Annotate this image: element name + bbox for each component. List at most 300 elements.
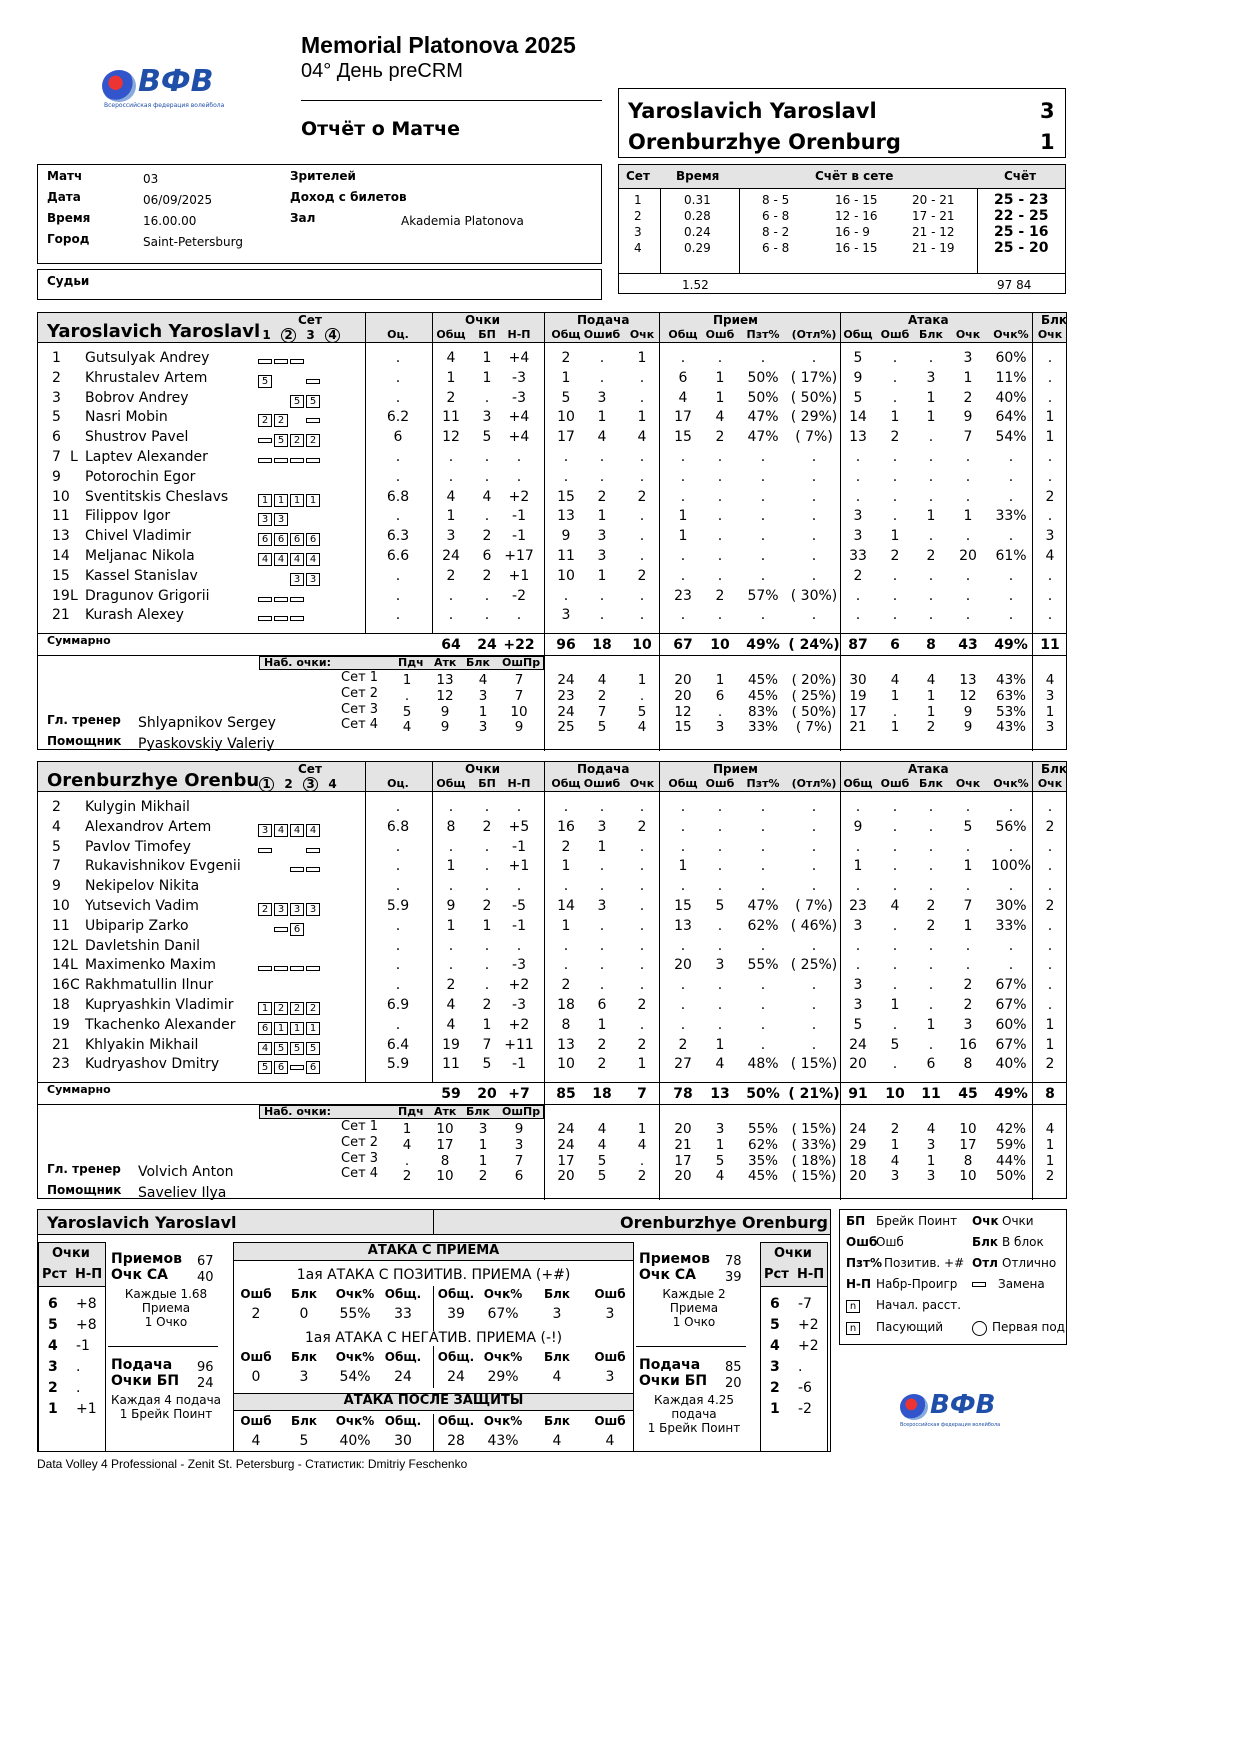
rotation-start-box: 6	[306, 1061, 320, 1074]
set-row-cell: ( 7%)	[795, 719, 833, 736]
stat-cell: 2	[890, 429, 900, 446]
stat-cell: .	[1047, 389, 1053, 406]
stat-cell: -2	[512, 587, 526, 604]
stat-cell: .	[448, 587, 454, 604]
receptions-value: 67	[197, 1254, 214, 1269]
player-name: Nasri Mobin	[85, 409, 168, 426]
player-number: 19	[52, 587, 70, 604]
summary-cell: 10	[632, 637, 652, 653]
rotation-start-box: 1	[258, 1002, 272, 1015]
player-rotation	[258, 490, 322, 509]
stat-cell: .	[892, 977, 898, 994]
set-row-cell: 83%	[747, 703, 779, 720]
player-rotation	[258, 840, 322, 859]
attack-stat-value: 4	[251, 1433, 261, 1449]
stat-cell: .	[811, 1036, 817, 1053]
stat-cell: 3	[597, 898, 607, 914]
stat-cell: .	[1047, 937, 1053, 954]
set-row-cell: 4	[597, 672, 607, 688]
legend-value: Набр-Проигр	[876, 1277, 958, 1291]
stat-cell: 33%	[995, 508, 1027, 525]
stat-cell: .	[811, 468, 817, 485]
stat-cell: 4	[446, 350, 456, 366]
summary-cell: 59	[441, 1086, 461, 1102]
receptions-label: Приемов	[111, 1251, 182, 1267]
stat-cell: .	[516, 468, 522, 485]
player-name: Kudryashov Dmitry	[85, 1056, 220, 1073]
summary-cell: +22	[503, 637, 535, 653]
rotation-np-label: Н-П	[797, 1267, 825, 1282]
legend-value: Отлично	[1002, 1256, 1057, 1270]
set-row-cell: 3	[715, 719, 725, 736]
summary-cell: 8	[926, 637, 936, 653]
stat-cell: -1	[512, 917, 526, 934]
sets-total-time: 1.52	[682, 278, 709, 292]
stat-cell: 2	[637, 818, 647, 835]
legend-value: Начал. расст.	[876, 1298, 962, 1312]
player-name: Filippov Igor	[85, 508, 171, 525]
player-number: 3	[52, 389, 61, 406]
attack-group-label: Атака	[908, 762, 949, 776]
rotation-number: 1	[770, 1401, 780, 1417]
col-divider	[840, 313, 841, 633]
stat-cell: .	[516, 799, 522, 815]
receptions-value: 78	[725, 1254, 742, 1269]
stat-cell: .	[680, 937, 686, 954]
player-name: Pavlov Timofey	[85, 838, 191, 855]
stat-cell: 1	[597, 409, 607, 426]
player-name: Rukavishnikov Evgenii	[85, 858, 241, 875]
stat-cell: 54%	[995, 429, 1027, 446]
stat-cell: .	[1008, 567, 1014, 584]
points-group-label: Очки	[465, 762, 500, 776]
vfv-logo: ВФВ Всероссийская федерация волейбола	[104, 64, 225, 109]
col-divider	[544, 633, 545, 751]
stat-cell: 1	[446, 917, 456, 934]
stat-cell: .	[965, 607, 971, 624]
rotation-value: .	[76, 1380, 81, 1396]
stat-cell: .	[395, 587, 401, 604]
set-row-cell: 7	[514, 672, 524, 688]
stat-cell: .	[395, 917, 401, 934]
col-header-exc: (Отл%)	[791, 328, 837, 341]
stat-cell: .	[1008, 468, 1014, 485]
rotation-start-box: 6	[290, 923, 304, 936]
stat-cell: .	[717, 528, 723, 545]
stat-cell: .	[892, 468, 898, 485]
stat-cell: 3	[561, 607, 571, 624]
stat-cell: +4	[508, 350, 530, 366]
stat-cell: .	[395, 449, 401, 465]
set-row-cell: 20	[674, 1168, 692, 1185]
stat-cell: .	[639, 898, 645, 914]
rotation-start-box: 5	[306, 395, 320, 408]
player-rotation	[258, 450, 322, 469]
stat-cell: .	[928, 488, 934, 505]
set-row-cell: 35%	[747, 1152, 779, 1169]
rotation-start-box: 4	[306, 824, 320, 837]
player-name: Meljanac Nikola	[85, 548, 195, 564]
stat-cell: .	[448, 799, 454, 815]
rotation-start-box: 2	[290, 1002, 304, 1015]
stat-cell: 13	[849, 429, 867, 446]
attack-stat-value: 67%	[487, 1306, 519, 1322]
rotation-value: +8	[76, 1317, 97, 1333]
summary-cell: 64	[441, 637, 461, 653]
side-out-value: 40	[197, 1270, 214, 1285]
stat-cell: 15	[674, 898, 692, 914]
sets-total-points: 97 84	[997, 278, 1032, 292]
stat-cell: 1	[482, 1016, 492, 1033]
stat-cell: .	[811, 997, 817, 1013]
stat-cell: .	[928, 350, 934, 366]
stat-cell: ( 46%)	[790, 917, 838, 934]
set-number: 3	[634, 225, 642, 239]
stat-cell: .	[639, 449, 645, 465]
stat-cell: .	[680, 997, 686, 1013]
attack-col-header: Ошб	[594, 1414, 626, 1428]
stat-cell: 2	[1045, 898, 1055, 914]
rotation-value: -7	[798, 1296, 812, 1312]
stat-cell: .	[639, 389, 645, 406]
col-header-tot: Общ	[551, 777, 581, 790]
attack-col-header: Очк%	[483, 1287, 523, 1301]
rotation-start-box: 4	[258, 1042, 272, 1055]
stat-cell: 6.8	[386, 818, 410, 835]
set-row-cell: 9	[963, 703, 973, 720]
set-partial-8: 6 - 8	[762, 241, 790, 255]
rotation-sub-marker	[274, 359, 288, 364]
stat-cell: 2	[890, 548, 900, 564]
set-row-cell: 1	[478, 703, 488, 720]
stat-cell: .	[448, 607, 454, 624]
summary-label: Суммарно	[47, 634, 111, 647]
set-row-label: Сет 4	[341, 1166, 379, 1182]
legend-key: Отл	[972, 1256, 998, 1270]
stat-cell: 4	[482, 488, 492, 505]
attack-stat-value: 4	[552, 1369, 562, 1385]
set-row-cell: 1	[478, 1136, 488, 1153]
set-partial-21: 17 - 21	[912, 209, 955, 223]
sets-divider	[660, 189, 661, 273]
set-row-cell: 17	[557, 1152, 575, 1169]
set-time: 0.28	[684, 209, 711, 223]
score-team2-sets: 1	[1040, 130, 1055, 154]
rotation-start-box: 1	[258, 494, 272, 507]
stat-cell: 1	[482, 369, 492, 386]
player-number: 7	[52, 449, 61, 465]
stat-cell: 2	[1045, 1056, 1055, 1073]
assistant-name: Saveliev Ilya	[138, 1185, 227, 1201]
stat-cell: ( 29%)	[790, 409, 838, 426]
stat-cell: .	[563, 799, 569, 815]
bottom-team2-name: Orenburzhye Orenburg	[620, 1213, 828, 1232]
player-position: L	[70, 937, 78, 954]
set-row-cell: ( 50%)	[791, 703, 837, 720]
attack-divider	[433, 1414, 434, 1452]
stat-cell: 16	[959, 1036, 977, 1053]
stat-cell: 5	[561, 389, 571, 406]
report-title: Отчёт о Матче	[301, 118, 461, 140]
col-divider	[1032, 633, 1033, 751]
attack-col-header: Ошб	[240, 1287, 272, 1301]
stat-cell: 60%	[995, 350, 1027, 366]
player-number: 9	[52, 878, 61, 895]
col-header-pct: Очк%	[993, 328, 1029, 341]
stat-cell: .	[639, 858, 645, 875]
player-number: 1	[52, 350, 61, 366]
stat-cell: .	[811, 528, 817, 545]
stat-cell: 60%	[995, 1016, 1027, 1033]
stat-cell: .	[1047, 858, 1053, 875]
player-rotation	[258, 978, 322, 997]
summary-label: Суммарно	[47, 1083, 111, 1096]
col-divider	[544, 1082, 545, 1200]
stat-cell: 48%	[747, 1056, 779, 1073]
stat-cell: 50%	[747, 369, 779, 386]
col-divider	[1032, 1082, 1033, 1200]
stat-cell: .	[1047, 607, 1053, 624]
player-name: Kupryashkin Vladimir	[85, 997, 234, 1013]
rotation-sub-marker	[274, 927, 288, 932]
attack-stat-value: 4	[605, 1433, 615, 1449]
player-name: Bobrov Andrey	[85, 389, 189, 406]
stat-cell: .	[717, 468, 723, 485]
stat-cell: 11	[557, 548, 575, 564]
set-row-cell: 20	[674, 687, 692, 704]
stat-cell: .	[892, 799, 898, 815]
attack-col-header: Блк	[290, 1287, 318, 1301]
rotation-value: -1	[76, 1338, 90, 1354]
stat-cell: 2	[926, 548, 936, 564]
stat-cell: 4	[597, 429, 607, 446]
attack-col-header: Очк%	[483, 1414, 523, 1428]
stat-cell: 6.8	[386, 488, 410, 505]
attack-stat-value: 54%	[339, 1369, 371, 1385]
stat-cell: .	[1008, 957, 1014, 974]
set-row-cell: 45%	[747, 672, 779, 688]
player-number: 19	[52, 1016, 70, 1033]
stat-cell: 23	[674, 587, 692, 604]
serve-value: 96	[197, 1360, 214, 1375]
stat-cell: 1	[597, 1016, 607, 1033]
stat-cell: 14	[557, 898, 575, 914]
stat-cell: 3	[853, 977, 863, 994]
stat-cell: 27	[674, 1056, 692, 1073]
city-value: Saint-Petersburg	[143, 235, 243, 249]
set-partial-8: 6 - 8	[762, 209, 790, 223]
team-name: Orenburzhye Orenbu	[47, 770, 260, 791]
stat-cell: 3	[597, 528, 607, 545]
legend-value: Брейк Поинт	[876, 1214, 958, 1228]
rotation-sub-marker	[258, 359, 272, 364]
col-divider	[659, 762, 660, 1082]
set-2-indicator: 2	[281, 328, 296, 343]
stat-cell: .	[1008, 488, 1014, 505]
stat-cell: +5	[508, 818, 530, 835]
set-row-cell: 18	[849, 1152, 867, 1169]
set-row-cell: 45%	[747, 1168, 779, 1185]
stat-cell: .	[599, 350, 605, 366]
stat-cell: .	[639, 878, 645, 895]
rotation-start-box: 5	[258, 1061, 272, 1074]
rotation-start-box: 1	[274, 494, 288, 507]
stat-cell: .	[639, 528, 645, 545]
receptions-label: Приемов	[639, 1251, 710, 1267]
rotation-start-box: 2	[274, 414, 288, 427]
player-number: 21	[52, 1036, 70, 1053]
stat-cell: .	[599, 937, 605, 954]
stat-cell: 47%	[747, 429, 779, 446]
stat-cell: 6.4	[386, 1036, 410, 1053]
summary-cell: 96	[556, 637, 576, 653]
stat-cell: 67%	[995, 1036, 1027, 1053]
stat-cell: .	[448, 957, 454, 974]
set-row-cell: 4	[890, 672, 900, 688]
set-points-block-col: Блк	[466, 656, 490, 669]
stat-cell: .	[892, 389, 898, 406]
stat-cell: .	[516, 937, 522, 954]
stat-cell: ( 15%)	[790, 1056, 838, 1073]
attack-stat-value: 24	[394, 1369, 412, 1385]
stat-cell: 11%	[995, 369, 1027, 386]
set-row-cell: 9	[514, 719, 524, 736]
stat-cell: .	[760, 1036, 766, 1053]
stat-cell: 2	[1045, 818, 1055, 835]
stat-cell: .	[855, 799, 861, 815]
rotation-rst-label: Рст	[42, 1267, 67, 1282]
stat-cell: 9	[446, 898, 456, 914]
player-number: 16	[52, 977, 70, 994]
attack-col-header: Очк%	[335, 1414, 375, 1428]
stat-cell: .	[811, 1016, 817, 1033]
stat-cell: 8	[446, 818, 456, 835]
player-name: Rakhmatullin Ilnur	[85, 977, 214, 994]
attack-divider	[433, 1346, 434, 1388]
col-header-blk: Блк	[919, 328, 943, 341]
set-row-cell: 30	[849, 672, 867, 688]
stat-cell: 11	[442, 409, 460, 426]
col-header-wl: Н-П	[507, 777, 531, 790]
stat-cell: 2	[963, 389, 973, 406]
stat-cell: 100%	[990, 858, 1032, 875]
serve-ratio-note: Каждая 4.25 подача 1 Брейк Поинт	[647, 1393, 741, 1435]
stat-cell: .	[892, 937, 898, 954]
set-row-cell: 29	[849, 1136, 867, 1153]
set-row-cell: 4	[478, 672, 488, 688]
rotation-rst-label: Рст	[764, 1267, 789, 1282]
attack-col-header: Общ.	[384, 1350, 422, 1364]
set-row-cell: 7	[514, 1152, 524, 1169]
stat-cell: .	[1008, 528, 1014, 545]
set-row-cell: 3	[1045, 719, 1055, 736]
col-header-err: Ошиб	[583, 777, 621, 790]
attack-group-label: Атака	[908, 313, 949, 327]
serve-label: Подача	[111, 1357, 173, 1373]
player-number: 5	[52, 409, 61, 426]
set-row-cell: 62%	[747, 1136, 779, 1153]
set-row-cell: 3	[890, 1168, 900, 1185]
event-title: Memorial Platonova 2025	[301, 32, 576, 58]
stat-cell: 15	[557, 488, 575, 505]
stat-cell: 13	[674, 917, 692, 934]
stat-cell: .	[680, 1016, 686, 1033]
stat-cell: .	[855, 957, 861, 974]
player-number: 12	[52, 937, 70, 954]
set-row-cell: 3	[715, 1121, 725, 1137]
set-row-cell: 17	[849, 703, 867, 720]
reception-ratio-note: Каждые 1.68 Приема 1 Очко	[124, 1287, 208, 1329]
stat-cell: .	[892, 350, 898, 366]
summary-cell: 50%	[746, 1086, 780, 1102]
stat-cell: 3	[853, 917, 863, 934]
stat-cell: .	[855, 488, 861, 505]
rotation-start-box: 1	[290, 494, 304, 507]
stat-cell: 12	[442, 429, 460, 446]
stat-cell: 3	[482, 409, 492, 426]
set-row-cell: 4	[926, 1121, 936, 1137]
set-time: 0.31	[684, 193, 711, 207]
negative-attack-title: 1ая АТАКА С НЕГАТИВ. ПРИЕМА (-!)	[304, 1330, 563, 1346]
set-partial-21: 21 - 19	[912, 241, 955, 255]
set-time: 0.29	[684, 241, 711, 255]
stat-cell: 7	[963, 898, 973, 914]
stat-cell: .	[680, 607, 686, 624]
stat-cell: 19	[442, 1036, 460, 1053]
stat-cell: .	[448, 838, 454, 855]
col-header-rating: Оц.	[387, 777, 409, 790]
sets-col-time: Время	[676, 169, 720, 183]
set-row-cell: 1	[478, 1152, 488, 1169]
stat-cell: 20	[674, 957, 692, 974]
stat-cell: .	[811, 548, 817, 564]
stat-cell: .	[395, 1016, 401, 1033]
player-number: 13	[52, 528, 70, 545]
col-header-err2: Ошб	[705, 777, 735, 790]
judges-box	[37, 269, 602, 300]
summary-cell: 45	[958, 1086, 978, 1102]
set-score: 22 - 25	[994, 208, 1049, 224]
stat-cell: 1	[446, 369, 456, 386]
stat-cell: 1	[1045, 1016, 1055, 1033]
stat-cell: .	[1047, 567, 1053, 584]
time-value: 16.00.00	[143, 214, 197, 228]
set-row-cell: 24	[557, 703, 575, 720]
stat-cell: 2	[561, 977, 571, 994]
stat-cell: .	[811, 799, 817, 815]
assistant-label: Помощник	[47, 1183, 122, 1197]
stat-cell: 2	[963, 977, 973, 994]
player-number: 2	[52, 799, 61, 815]
stat-cell: 5.9	[386, 1056, 410, 1073]
player-rotation	[258, 919, 322, 938]
stat-cell: .	[484, 449, 490, 465]
set-row-cell: 43%	[995, 719, 1027, 736]
stat-cell: .	[717, 858, 723, 875]
rotation-sub-marker	[258, 438, 272, 443]
summary-cell: +7	[508, 1086, 530, 1102]
set-row-cell: 1	[890, 1136, 900, 1153]
set-points-opp-col: ОшПр	[502, 1105, 541, 1118]
rec-divider	[636, 1346, 746, 1347]
stat-cell: 4	[890, 898, 900, 914]
summary-divider	[38, 1104, 1066, 1105]
attack-stat-value: 2	[251, 1306, 261, 1322]
set-row-cell: 4	[890, 1152, 900, 1169]
stat-cell: 4	[715, 409, 725, 426]
col-header-bp: БП	[478, 328, 496, 341]
stat-cell: .	[928, 838, 934, 855]
